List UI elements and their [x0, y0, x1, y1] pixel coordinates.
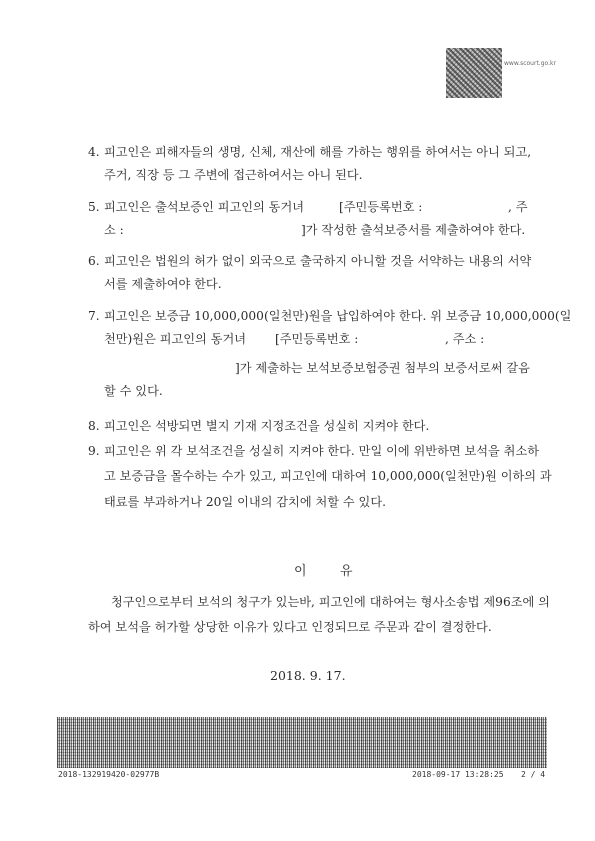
section-title-first-char: 이	[294, 564, 307, 579]
document-barcode	[57, 717, 547, 768]
item-number: 4.	[88, 145, 100, 159]
item-text: 피고인은 위 각 보석조건을 성실히 지켜야 한다. 만일 이에 위반하면 보석을 취소하	[104, 444, 540, 458]
item-text: [주민등록번호 :	[339, 200, 423, 214]
page-number: 2 / 4	[521, 770, 546, 779]
item-text: , 주	[508, 200, 528, 214]
item-text: 피고인은 출석보증인 피고인의 동거녀	[104, 200, 304, 214]
item-text: 서를 제출하여야 한다.	[104, 277, 222, 291]
reason-text: 청구인으로부터 보석의 청구가 있는바, 피고인에 대하여는 형사소송법 제96조에 의	[111, 595, 550, 609]
item-text: 피고인은 보증금 10,000,000(일천만)원을 납입하여야 한다. 위 보증금 10,000,000(일	[104, 309, 572, 323]
court-seal-watermark	[446, 48, 502, 98]
item-text: 피고인은 석방되면 별지 기재 지정조건을 성실히 지켜야 한다.	[104, 419, 430, 433]
item-text: 할 수 있다.	[104, 384, 163, 398]
document-id: 2018-132919420-02977B	[58, 770, 160, 779]
print-timestamp: 2018-09-17 13:28:25	[412, 770, 504, 779]
item-text: ]가 제출하는 보석보증보험증권 첨부의 보증서로써 갈음	[235, 361, 530, 375]
item-text: ]가 작성한 출석보증서를 제출하여야 한다.	[301, 223, 526, 237]
reason-text: 하여 보석을 허가할 상당한 이유가 있다고 인정되므로 주문과 같이 결정한다.	[88, 620, 492, 634]
item-text: [주민등록번호 :	[275, 332, 359, 346]
item-number: 7.	[88, 309, 100, 323]
item-number: 9.	[88, 444, 100, 458]
decision-date: 2018. 9. 17.	[270, 668, 346, 683]
item-text: 주거, 직장 등 그 주변에 접근하여서는 아니 된다.	[104, 168, 363, 182]
item-number: 5.	[88, 200, 100, 214]
site-url: www.scourt.go.kr	[504, 60, 556, 67]
item-number: 8.	[88, 419, 100, 433]
item-text: 태료를 부과하거나 20일 이내의 감치에 처할 수 있다.	[104, 495, 386, 509]
item-text: 고 보증금을 몰수하는 수가 있고, 피고인에 대하여 10,000,000(일천만)원 이하의 과	[104, 469, 552, 483]
item-text: 천만)원은 피고인의 동거녀	[104, 332, 247, 346]
item-text: , 주소 :	[445, 332, 485, 346]
item-text: 피고인은 법원의 허가 없이 외국으로 출국하지 아니할 것을 서약하는 내용의 서약	[104, 254, 532, 268]
item-text: 피고인은 피해자들의 생명, 신체, 재산에 해를 가하는 행위를 하여서는 아니 되고,	[104, 145, 532, 159]
item-number: 6.	[88, 254, 100, 268]
section-title-second-char: 유	[340, 564, 353, 579]
item-text: 소 :	[104, 223, 124, 237]
